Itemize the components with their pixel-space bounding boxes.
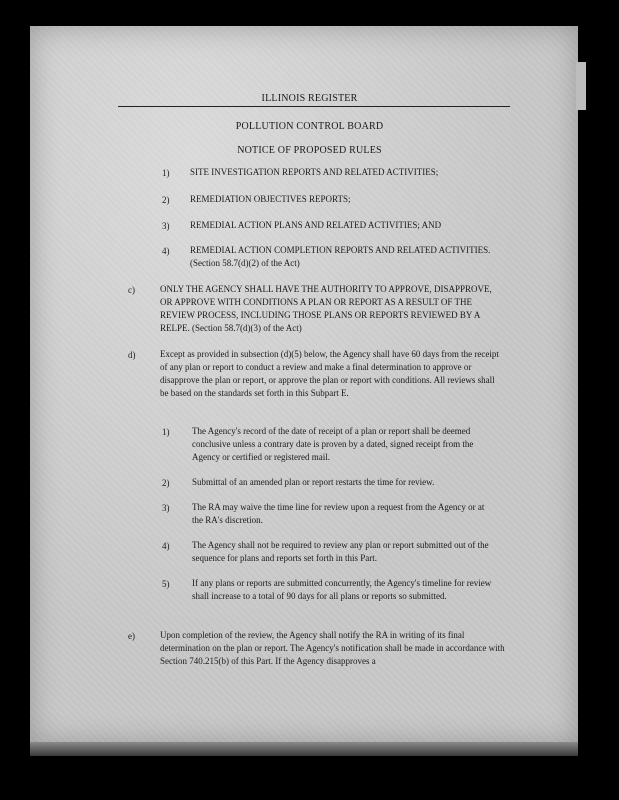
top-item-text: REMEDIATION OBJECTIVES REPORTS; xyxy=(190,194,351,204)
section-c-label: c) xyxy=(128,285,135,295)
section-e-text: Upon completion of the review, the Agency shall notify the RA in writing of its final determination on the plan or report. The Agency's notification shall be made in accordance with Section 740.215(b) of this Part. If the Agency disapproves a xyxy=(160,630,505,666)
top-item-label: 1) xyxy=(162,168,170,178)
sub-item-text: The RA may waive the time line for review upon a request from the Agency or at the RA's discretion. xyxy=(192,502,485,525)
section-c-text: ONLY THE AGENCY SHALL HAVE THE AUTHORITY TO APPROVE, DISAPPROVE, OR APPROVE WITH CONDITIONS A PLAN OR REPORT AS A RESULT OF THE REVIEW PROCESS, INCLUDING THOSE PLANS OR REPORTS REVIEWED BY A RELPE. (Section 58.7(d)(3) of the Act) xyxy=(160,284,492,333)
sub-item-label: 2) xyxy=(162,478,170,488)
section-e-label: e) xyxy=(128,631,135,641)
top-item-label: 3) xyxy=(162,221,170,231)
sub-item-text: The Agency's record of the date of receipt of a plan or report shall be deemed conclusive unless a contrary date is proven by a dated, signed receipt from the Agency or certified or registered mail. xyxy=(192,426,474,462)
sub-item-label: 5) xyxy=(162,579,170,589)
section-d-text: Except as provided in subsection (d)(5) below, the Agency shall have 60 days from the receipt of any plan or report to conduct a review and make a final determination to approve or disapprove the plan or report, or approve the plan or report with conditions. All reviews shall be based on the standards set forth in this Subpart E. xyxy=(160,349,499,398)
sub-item-text: The Agency shall not be required to review any plan or report submitted out of the sequence for plans and reports set forth in this Part. xyxy=(192,540,489,563)
section-d-label: d) xyxy=(128,350,136,360)
top-item-text: SITE INVESTIGATION REPORTS AND RELATED ACTIVITIES; xyxy=(190,167,439,177)
header-rule xyxy=(118,106,510,107)
top-item-text: REMEDIAL ACTION PLANS AND RELATED ACTIVITIES; AND xyxy=(190,220,442,230)
top-item-label: 2) xyxy=(162,195,170,205)
sub-item-label: 4) xyxy=(162,541,170,551)
top-item-text: REMEDIAL ACTION COMPLETION REPORTS AND RELATED ACTIVITIES. (Section 58.7(d)(2) of the Act) xyxy=(190,245,491,268)
top-item-label: 4) xyxy=(162,246,170,256)
sub-item-label: 1) xyxy=(162,427,170,437)
page-bottom-edge xyxy=(30,742,578,756)
sub-item-text: If any plans or reports are submitted concurrently, the Agency's timeline for review shall increase to a total of 90 days for all plans or reports so submitted. xyxy=(192,578,492,601)
board-title: POLLUTION CONTROL BOARD xyxy=(235,121,384,132)
sub-item-text: Submittal of an amended plan or report restarts the time for review. xyxy=(192,477,435,487)
sub-item-label: 3) xyxy=(162,503,170,513)
register-title: ILLINOIS REGISTER xyxy=(261,93,358,104)
notice-title: NOTICE OF PROPOSED RULES xyxy=(237,145,382,156)
